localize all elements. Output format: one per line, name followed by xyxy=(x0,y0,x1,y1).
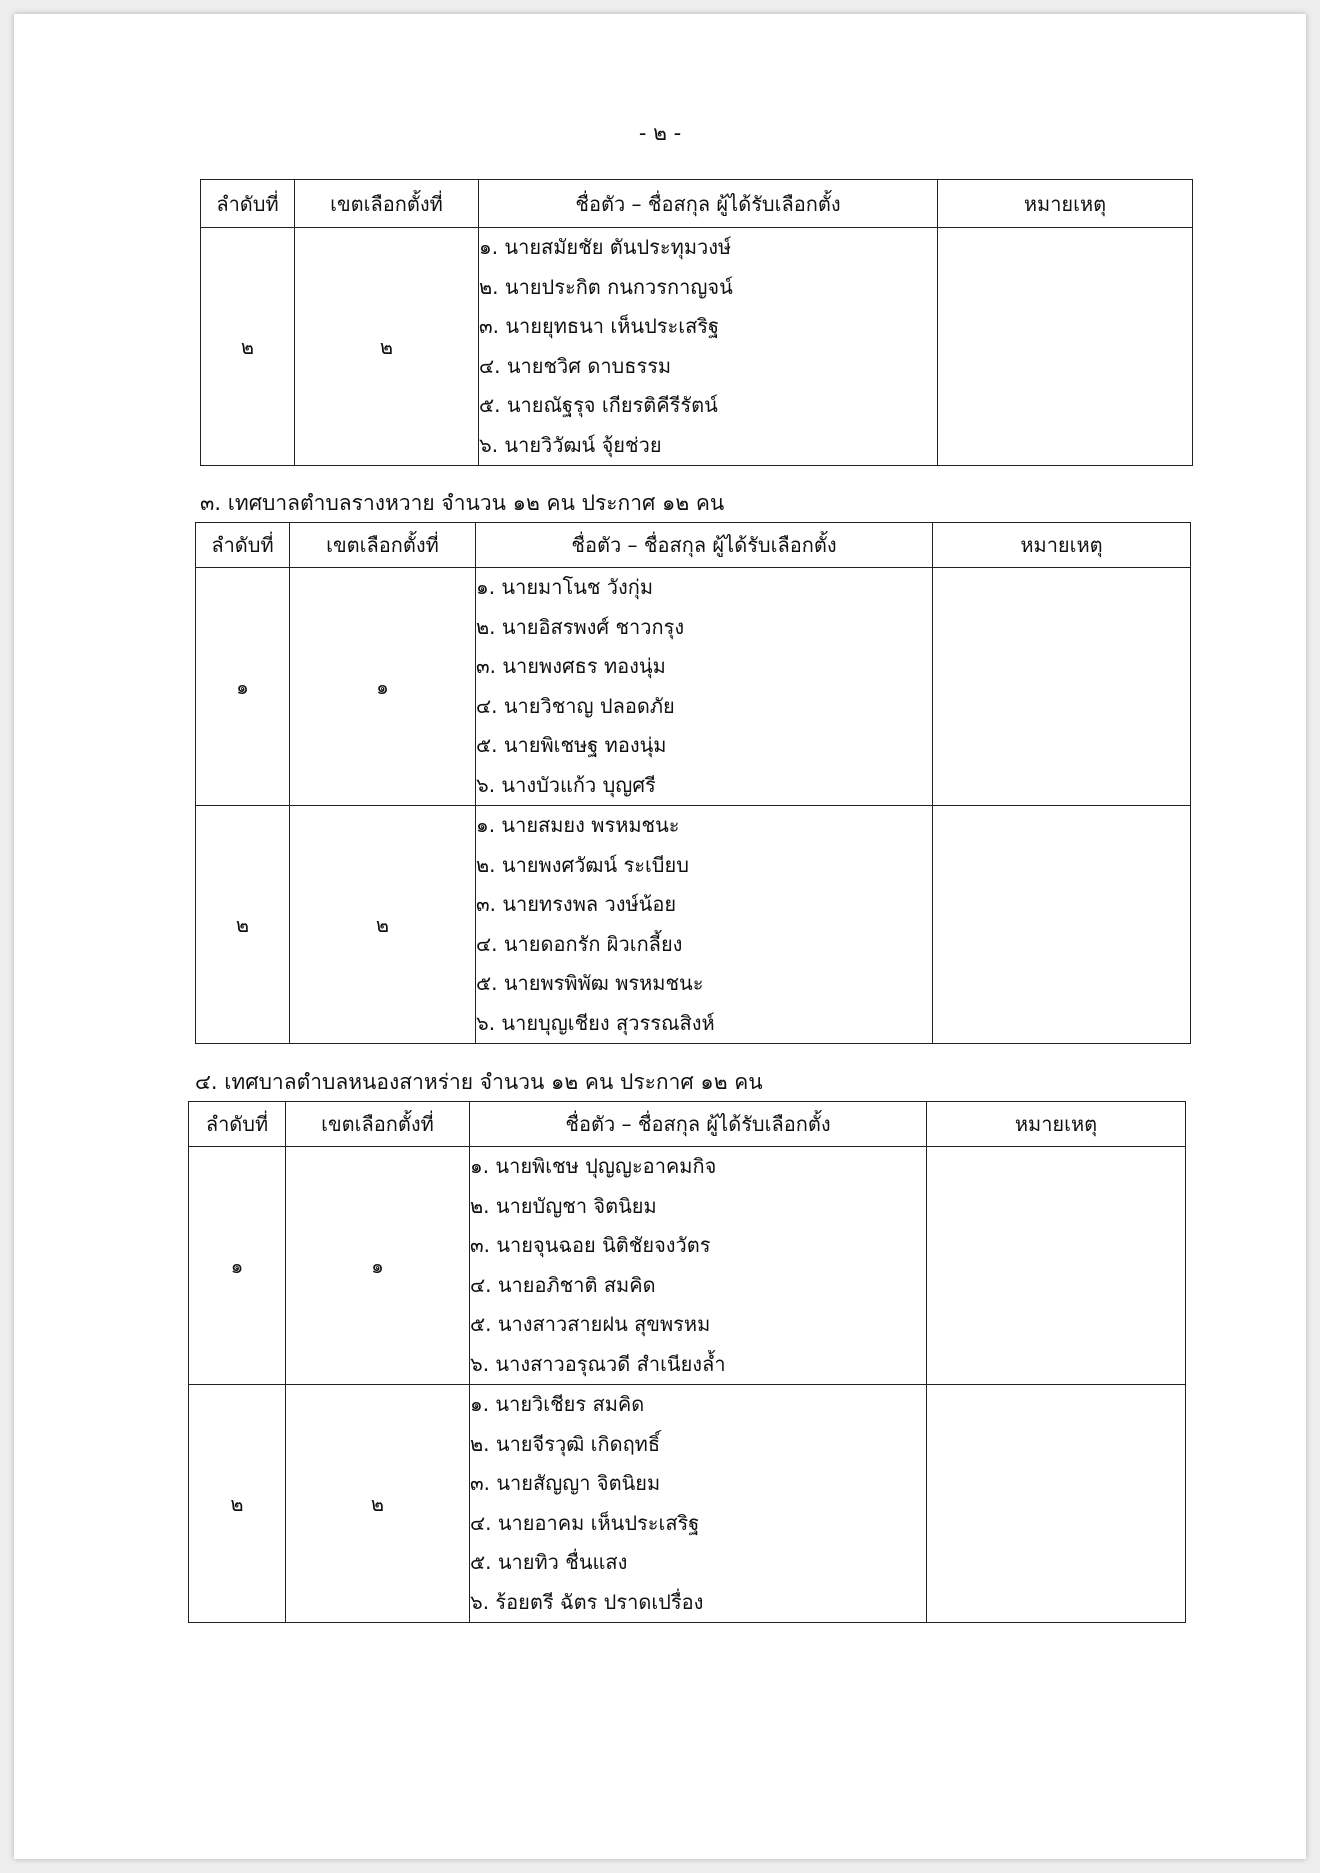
name-item: ๓. นายพงศธร ทองนุ่ม xyxy=(476,654,666,678)
name-item: ๒. นายจีรวุฒิ เกิดฤทธิ์ xyxy=(470,1431,661,1456)
name-item: ๖. นายวิวัฒน์ จุ้ยช่วย xyxy=(479,432,662,457)
table-row xyxy=(189,1147,1186,1385)
remark-cell xyxy=(938,228,1193,466)
names-cell xyxy=(479,228,938,466)
district-cell: ๑ xyxy=(290,568,476,806)
table-header-row xyxy=(196,523,1191,568)
header-name: ชื่อตัว – ชื่อสกุล ผู้ได้รับเลือกตั้ง xyxy=(470,1102,927,1147)
page-number: - ๒ - xyxy=(638,121,682,145)
name-item: ๓. นายจุนฉอย นิติชัยจงวัตร xyxy=(470,1233,711,1257)
section-3-title: ๓. เทศบาลตำบลรางหวาย จำนวน ๑๒ คน ประกาศ ๑๒ คน xyxy=(200,491,725,515)
name-item: ๖. ร้อยตรี ฉัตร ปราดเปรื่อง xyxy=(470,1589,704,1614)
name-item: ๕. นางสาวสายฝน สุขพรหม xyxy=(470,1312,711,1336)
district-cell: ๒ xyxy=(290,806,476,1044)
name-item: ๑. นายมาโนช วังกุ่ม xyxy=(476,575,654,599)
district-cell: ๒ xyxy=(286,1385,470,1623)
header-order: ลำดับที่ xyxy=(189,1102,286,1147)
order-cell: ๒ xyxy=(189,1385,286,1623)
remark-cell xyxy=(933,806,1191,1044)
header-remark: หมายเหตุ xyxy=(933,523,1191,568)
order-cell: ๑ xyxy=(189,1147,286,1385)
remark-cell xyxy=(927,1385,1186,1623)
name-item: ๕. นายณัฐรุจ เกียรติคีรีรัตน์ xyxy=(479,393,718,417)
name-item: ๔. นายอาคม เห็นประเสริฐ xyxy=(470,1510,700,1535)
district-cell: ๑ xyxy=(286,1147,470,1385)
results-table-3 xyxy=(195,522,1191,1044)
remark-cell xyxy=(933,568,1191,806)
header-district: เขตเลือกตั้งที่ xyxy=(286,1102,470,1147)
results-table-1 xyxy=(200,179,1193,466)
name-item: ๒. นายบัญชา จิตนิยม xyxy=(470,1193,657,1218)
header-remark: หมายเหตุ xyxy=(927,1102,1186,1147)
names-cell xyxy=(476,806,933,1044)
name-item: ๕. นายพิเชษฐ ทองนุ่ม xyxy=(476,733,667,757)
name-item: ๓. นายสัญญา จิตนิยม xyxy=(470,1471,661,1495)
table-row xyxy=(196,568,1191,806)
name-item: ๓. นายยุทธนา เห็นประเสริฐ xyxy=(479,314,720,338)
names-cell xyxy=(470,1385,927,1623)
order-cell: ๑ xyxy=(196,568,290,806)
names-cell xyxy=(470,1147,927,1385)
name-item: ๑. นายวิเชียร สมคิด xyxy=(470,1392,645,1416)
name-item: ๖. นางบัวแก้ว บุญศรี xyxy=(476,772,656,797)
header-district: เขตเลือกตั้งที่ xyxy=(295,180,479,228)
name-item: ๑. นายสมัยชัย ตันประทุมวงษ์ xyxy=(479,235,732,259)
table-row xyxy=(201,228,1193,466)
order-cell: ๒ xyxy=(196,806,290,1044)
document-page xyxy=(14,14,1306,1859)
order-cell: ๒ xyxy=(201,228,295,466)
section-4-title: ๔. เทศบาลตำบลหนองสาหร่าย จำนวน ๑๒ คน ประกาศ ๑๒ คน xyxy=(195,1070,763,1094)
name-item: ๒. นายอิสรพงศ์ ชาวกรุง xyxy=(476,614,685,639)
district-cell: ๒ xyxy=(295,228,479,466)
name-item: ๔. นายดอกรัก ผิวเกลี้ยง xyxy=(476,931,683,956)
name-item: ๒. นายประกิต กนกวรกาญจน์ xyxy=(479,274,733,299)
names-cell xyxy=(476,568,933,806)
name-item: ๖. นางสาวอรุณวดี สำเนียงล้ำ xyxy=(470,1351,726,1376)
name-item: ๔. นายชวิศ ดาบธรรม xyxy=(479,353,672,378)
name-item: ๕. นายทิว ชื่นแสง xyxy=(470,1550,628,1574)
table-header-row xyxy=(189,1102,1186,1147)
table-row xyxy=(196,806,1191,1044)
name-item: ๑. นายพิเชษ ปุญญะอาคมกิจ xyxy=(470,1154,717,1178)
name-item: ๔. นายอภิชาติ สมคิด xyxy=(470,1272,656,1297)
name-item: ๓. นายทรงพล วงษ์น้อย xyxy=(476,892,677,916)
header-remark: หมายเหตุ xyxy=(938,180,1193,228)
name-item: ๑. นายสมยง พรหมชนะ xyxy=(476,813,680,837)
name-item: ๒. นายพงศวัฒน์ ระเบียบ xyxy=(476,852,689,877)
name-item: ๕. นายพรพิพัฒ พรหมชนะ xyxy=(476,971,704,995)
results-table-4 xyxy=(188,1101,1186,1623)
header-name: ชื่อตัว – ชื่อสกุล ผู้ได้รับเลือกตั้ง xyxy=(479,180,938,228)
header-name: ชื่อตัว – ชื่อสกุล ผู้ได้รับเลือกตั้ง xyxy=(476,523,933,568)
header-order: ลำดับที่ xyxy=(201,180,295,228)
name-item: ๔. นายวิชาญ ปลอดภัย xyxy=(476,693,675,718)
remark-cell xyxy=(927,1147,1186,1385)
table-row xyxy=(189,1385,1186,1623)
header-district: เขตเลือกตั้งที่ xyxy=(290,523,476,568)
name-item: ๖. นายบุญเชียง สุวรรณสิงห์ xyxy=(476,1010,715,1035)
header-order: ลำดับที่ xyxy=(196,523,290,568)
table-header-row xyxy=(201,180,1193,228)
